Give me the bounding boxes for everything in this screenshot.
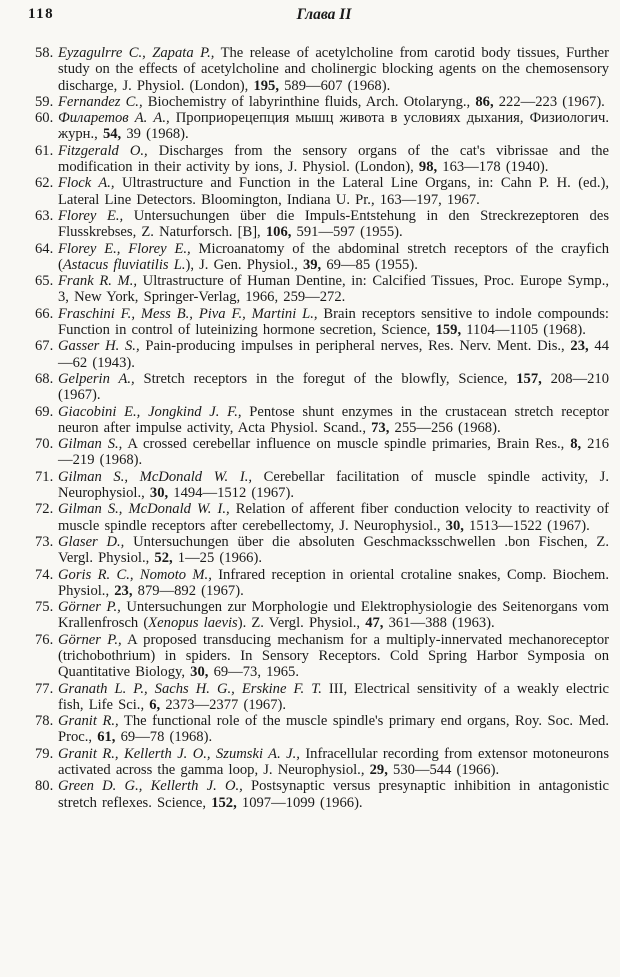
reference-number: 79. [35,745,54,762]
reference-text: 1513—1522 (1967). [463,517,590,534]
reference-item [35,599,609,632]
author-name: Görner P., [58,599,121,616]
reference-item [35,632,609,681]
author-name: Fraschini F., Mess B., Piva F., Martini L., [58,305,318,322]
reference-item [35,404,609,437]
volume-number: 30, [445,517,464,534]
author-name: Florey E., Florey E., [58,240,191,257]
reference-number: 60. [35,110,54,127]
reference-item [35,746,609,779]
author-name: Gilman S., [58,436,123,453]
reference-list [35,45,609,811]
reference-item [35,534,609,567]
reference-item [35,94,609,110]
reference-item [35,143,609,176]
reference-text: Discharges from the sensory organs of the cat's vibrissae and the modification in their activity by ions, J. Physiol. (London), [58,142,609,176]
reference-number: 62. [35,175,54,192]
reference-number: 58. [35,45,54,61]
reference-item [35,338,609,371]
reference-text: Ultrastructure of Human Dentine, in: Calcified Tissues, Proc. Europe Symp., 3, New York, Springer-Verlag, 1966, 259—272. [58,273,610,306]
author-name: Granath L. P., Sachs H. G., Erskine F. T. [58,680,322,697]
reference-number: 78. [35,713,54,730]
reference-text: 879—892 (1967). [132,582,244,599]
reference-text: 69—78 (1968). [115,729,213,746]
volume-number: 30, [190,664,209,681]
reference-text: Infrared reception in oriental crotaline snakes, Comp. Biochem. Physiol., [58,566,609,599]
reference-text: 208—210 (1967). [58,370,609,404]
volume-number: 106, [265,224,292,241]
reference-text: Проприорецепция мышц живота в условиях дыхания, Физиологич. журн., [58,110,609,143]
reference-text: 2373—2377 (1967). [160,696,287,713]
author-name: Astacus fluviatilis L. [62,256,186,273]
reference-text: Untersuchungen zur Morphologie und Elektrophysiologie des Seitenorgans vom Krallenfrosch ( [58,599,609,632]
reference-item [35,501,609,534]
reference-number: 70. [35,436,54,453]
reference-item [35,371,609,404]
reference-item [35,175,609,208]
reference-item [35,241,609,274]
reference-number: 63. [35,207,54,224]
reference-item [35,273,609,306]
author-name: Green D. G., Kellerth J. O., [58,778,243,795]
volume-number: 30, [149,485,169,502]
reference-number: 77. [35,680,54,697]
author-name: Giacobini E., Jongkind J. F., [58,403,242,420]
reference-text: Untersuchungen über die Impuls-Entstehung in den Streckrezeptoren des Flusskrebses, Z. Naturforsch. [B], [58,207,610,241]
reference-text: Untersuchungen über die absoluten Geschmacksschwellen .bon Fischen, Z. Vergl. Physiol., [58,533,609,567]
volume-number: 86, [475,93,494,110]
author-name: Xenopus laevis [148,615,238,632]
volume-number: 52, [154,550,173,567]
reference-number: 66. [35,305,54,322]
reference-item [35,681,609,714]
volume-number: 23, [570,338,589,355]
reference-text: 530—544 (1966). [387,762,500,779]
reference-number: 59. [35,93,54,110]
reference-text: Relation of afferent fiber conduction velocity to reactivity of muscle spindle receptors after cerebellectomy, J. Neurophysiol., [58,501,609,534]
reference-text: ). Z. Vergl. Physiol., [237,615,366,632]
chapter-title: Глава II [296,6,352,23]
reference-text: III, Electrical sensitivity of a weakly electric fish, Life Sci., [58,680,609,713]
reference-item [35,469,609,502]
volume-number: 29, [369,762,388,779]
reference-text: Biochemistry of labyrinthine fluids, Arch. Otolaryng., [142,93,476,110]
reference-number: 64. [35,240,54,257]
reference-text: Pentose shunt enzymes in the crustacean stretch receptor neuron after impulse activity, Acta Physiol. Scand., [58,403,609,436]
author-name: Gilman S., McDonald W. I., [58,468,253,485]
reference-number: 72. [35,501,54,518]
reference-item [35,713,609,746]
reference-text: 69—85 (1955). [321,256,418,273]
reference-number: 61. [35,142,54,159]
reference-text: 1104—1105 (1968). [461,322,586,339]
reference-item [35,436,609,469]
volume-number: 8, [570,436,582,453]
reference-number: 68. [35,370,54,387]
reference-text: Cerebellar facilitation of muscle spindle activity, J. Neurophysiol., [58,468,609,502]
reference-text: Pain-producing impulses in peripheral nerves, Res. Nerv. Ment. Dis., [139,338,571,355]
reference-text: 1494—1512 (1967). [168,485,294,502]
author-name: Glaser D., [58,533,125,550]
reference-text: 255—256 (1968). [389,419,501,436]
volume-number: 23, [114,582,133,599]
reference-item [35,778,609,811]
page-number: 118 [28,6,55,22]
reference-text: 589—607 (1968). [278,77,391,94]
reference-number: 75. [35,599,54,616]
author-name: Eyzagulrre C., Zapata P., [58,45,215,61]
reference-text: 163—178 (1940). [437,159,549,176]
reference-item [35,306,609,339]
reference-number: 80. [35,778,54,795]
author-name: Fernandez C., [58,93,143,110]
author-name: Gasser H. S., [58,338,140,355]
author-name: Granit R., Kellerth J. O., Szumski A. J., [58,745,300,762]
reference-number: 69. [35,403,54,420]
reference-text: 222—223 (1967). [493,93,605,110]
reference-number: 76. [35,631,54,648]
volume-number: 152, [211,794,237,811]
reference-text: A proposed transducing mechanism for a multiply-innervated mechanoreceptor (trichobothrium) in spiders. In Sensory Receptors. Cold Spring Harbor Symposia on Quantitative Biology, [58,631,610,681]
reference-text: Infracellular recording from extensor motoneurons activated across the gamma loop, J. Neurophysiol., [58,745,609,779]
reference-item [35,45,609,94]
reference-number: 74. [35,566,54,583]
reference-text: 1097—1099 (1966). [236,794,363,811]
author-name: Frank R. M., [58,273,137,290]
reference-number: 71. [35,468,54,485]
volume-number: 39, [302,256,322,273]
volume-number: 73, [371,419,390,436]
reference-text: The functional role of the muscle spindle's primary end organs, Roy. Soc. Med. Proc., [58,713,609,746]
reference-text: 69—73, 1965. [208,664,299,681]
author-name: Goris R. C., Nomoto M., [58,566,212,583]
volume-number: 61, [97,729,116,746]
author-name: Gelperin A., [58,370,135,387]
reference-text: 216—219 (1968). [58,436,610,469]
reference-text: Ultrastructure and Function in the Lateral Line Organs, in: Cahn P. H. (ed.), Lateral Line Detectors. Bloomington, Indiana U. Pr., 163—197, 1967. [58,175,609,208]
author-name: Филаретов А. А., [58,110,170,127]
reference-number: 65. [35,273,54,290]
author-name: Flock A., [58,175,115,192]
volume-number: 159, [435,322,462,339]
volume-number: 157, [516,370,542,387]
volume-number: 98, [418,159,438,176]
volume-number: 6, [149,696,161,713]
reference-text: 361—388 (1963). [383,615,495,632]
reference-text: Microanatomy of the abdominal stretch receptors of the crayfich ( [58,240,609,273]
reference-item [35,208,609,241]
volume-number: 47, [365,615,384,632]
author-name: Görner P., [58,631,122,648]
volume-number: 54, [102,126,122,143]
author-name: Florey E., [58,207,124,224]
reference-text: 39 (1968). [121,126,189,143]
reference-item [35,567,609,600]
reference-item [35,110,609,143]
author-name: Gilman S., McDonald W. I., [58,501,230,518]
reference-text: A crossed cerebellar influence on muscle spindle primaries, Brain Res., [122,436,571,453]
reference-text: ), J. Gen. Physiol., [185,256,303,273]
reference-text: 44—62 (1943). [58,338,609,371]
page-header [0,6,608,28]
reference-text: 591—597 (1955). [291,224,403,241]
reference-text: The release of acetylcholine from carotid body tissues, Further study on the effects of acetylcholine and cholinergic blocking agents on the chemosensory discharge, J. Physiol. (London), [58,45,609,94]
reference-text: 1—25 (1966). [172,550,262,567]
reference-number: 67. [35,338,54,355]
reference-text: Brain receptors sensitive to indole compounds: Function in control of luteinizing hormone secretion, Science, [58,305,609,339]
author-name: Granit R., [58,713,119,730]
reference-number: 73. [35,533,54,550]
reference-text: Stretch receptors in the foregut of the blowfly, Science, [134,370,517,387]
reference-text: Postsynaptic versus presynaptic inhibition in antagonistic stretch reflexes. Science, [58,778,609,811]
volume-number: 195, [253,77,279,94]
author-name: Fitzgerald O., [58,142,148,159]
